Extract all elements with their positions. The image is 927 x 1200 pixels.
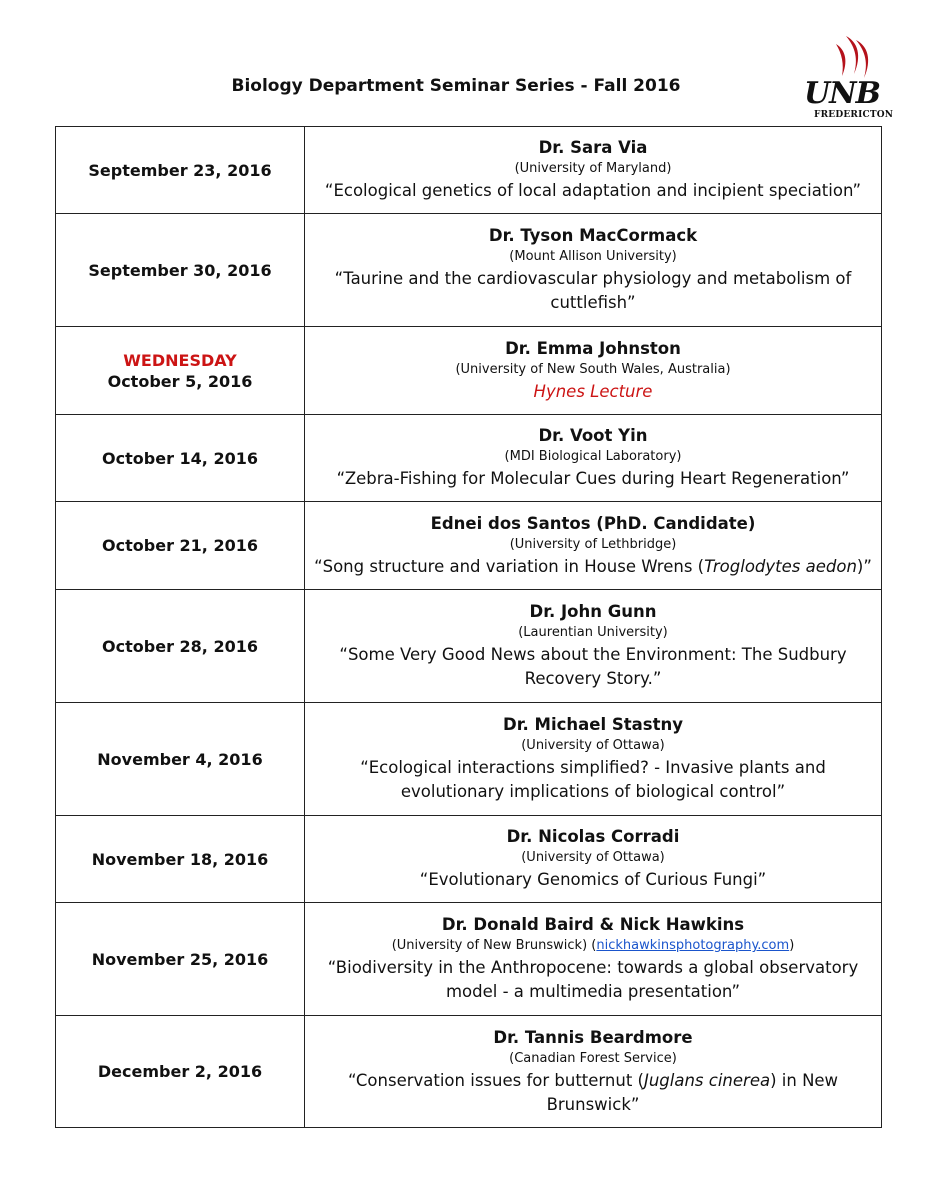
seminar-date-cell [56, 327, 305, 415]
seminar-title: “Taurine and the cardiovascular physiology and metabolism of cuttlefish” [334, 269, 852, 312]
seminar-title [313, 555, 873, 579]
table-row [56, 703, 882, 816]
seminar-title [313, 1069, 873, 1117]
seminar-title: “Evolutionary Genomics of Curious Fungi” [419, 870, 767, 889]
title-text: “Conservation issues for butternut ( [347, 1070, 644, 1090]
table-row [56, 903, 882, 1016]
seminar-date: October 14, 2016 [56, 415, 305, 502]
speaker-affiliation: (University of Ottawa) [521, 738, 665, 753]
seminar-title: “Biodiversity in the Anthropocene: towards a global observatory model - a multimedia presentation” [327, 958, 859, 1001]
speaker-affiliation: (University of Maryland) [514, 161, 672, 176]
table-row [56, 214, 882, 327]
speaker-name: Dr. Michael Stastny [503, 715, 683, 734]
table-row [56, 415, 882, 502]
title-text: ) in New Brunswick” [546, 1070, 839, 1114]
speaker-affiliation: (University of New South Wales, Australia) [455, 361, 731, 377]
table-row [56, 816, 882, 903]
speaker-name: Dr. Tyson MacCormack [488, 226, 698, 245]
speaker-affiliation: (University of Lethbridge) [509, 536, 677, 552]
seminar-info [305, 816, 882, 903]
seminar-info [305, 590, 882, 703]
title-text: )” [856, 556, 872, 576]
speaker-name: Dr. Sara Via [538, 138, 648, 157]
seminar-info [305, 127, 882, 214]
affiliation-text: (University of New Brunswick) ( [391, 938, 597, 953]
seminar-date: September 30, 2016 [56, 214, 305, 327]
affiliation-text: ) [789, 938, 795, 953]
seminar-title: “Ecological interactions simplified? - Invasive plants and evolutionary implications of biological control” [360, 758, 826, 801]
seminar-date: December 2, 2016 [56, 1016, 305, 1128]
seminar-info [305, 903, 882, 1016]
seminar-info [305, 415, 882, 502]
table-row [56, 1016, 882, 1128]
speaker-affiliation: (Mount Allison University) [509, 249, 677, 264]
photography-link[interactable]: nickhawkinsphotography.com [596, 938, 790, 953]
day-note: WEDNESDAY [123, 350, 237, 370]
sail-icon [828, 34, 874, 82]
speaker-name: Ednei dos Santos (PhD. Candidate) [430, 513, 756, 533]
table-row [56, 327, 882, 415]
seminar-table [55, 126, 882, 1128]
speaker-affiliation [313, 936, 873, 956]
seminar-date: November 4, 2016 [56, 703, 305, 816]
table-row [56, 127, 882, 214]
speaker-affiliation: (Laurentian University) [518, 625, 668, 640]
speaker-affiliation: (Canadian Forest Service) [509, 1050, 677, 1066]
seminar-title: “Some Very Good News about the Environment: The Sudbury Recovery Story.” [339, 645, 847, 688]
seminar-date: October 21, 2016 [56, 502, 305, 590]
seminar-info [305, 1016, 882, 1128]
speaker-name: Dr. Tannis Beardmore [493, 1027, 693, 1047]
unb-logo [800, 34, 894, 120]
table-row [56, 590, 882, 703]
speaker-name: Dr. Voot Yin [538, 426, 648, 445]
seminar-date: September 23, 2016 [56, 127, 305, 214]
speaker-affiliation: (University of Ottawa) [521, 850, 665, 865]
speaker-name: Dr. Nicolas Corradi [506, 827, 680, 846]
seminar-title: “Ecological genetics of local adaptation and incipient speciation” [324, 181, 862, 200]
title-text: “Song structure and variation in House Wrens ( [314, 556, 705, 576]
speaker-name: Dr. John Gunn [529, 602, 657, 621]
speaker-name: Dr. Emma Johnston [505, 338, 681, 358]
species-name: Juglans cinerea [643, 1070, 771, 1090]
lecture-name: Hynes Lecture [533, 381, 653, 401]
seminar-info [305, 214, 882, 327]
logo-text: UNB [804, 76, 880, 111]
seminar-info [305, 703, 882, 816]
page-title: Biology Department Seminar Series - Fall 2016 [231, 76, 681, 96]
seminar-date: October 28, 2016 [56, 590, 305, 703]
speaker-affiliation: (MDI Biological Laboratory) [504, 449, 682, 464]
speaker-name: Dr. Donald Baird & Nick Hawkins [441, 915, 745, 934]
seminar-info [305, 502, 882, 590]
seminar-title: “Zebra-Fishing for Molecular Cues during Heart Regeneration” [336, 469, 850, 488]
table-row [56, 502, 882, 590]
seminar-info [305, 327, 882, 415]
logo-subtext: FREDERICTON [814, 110, 894, 120]
species-name: Troglodytes aedon [704, 556, 857, 576]
seminar-date: November 25, 2016 [56, 903, 305, 1016]
seminar-date: November 18, 2016 [56, 816, 305, 903]
seminar-date: October 5, 2016 [107, 371, 253, 391]
